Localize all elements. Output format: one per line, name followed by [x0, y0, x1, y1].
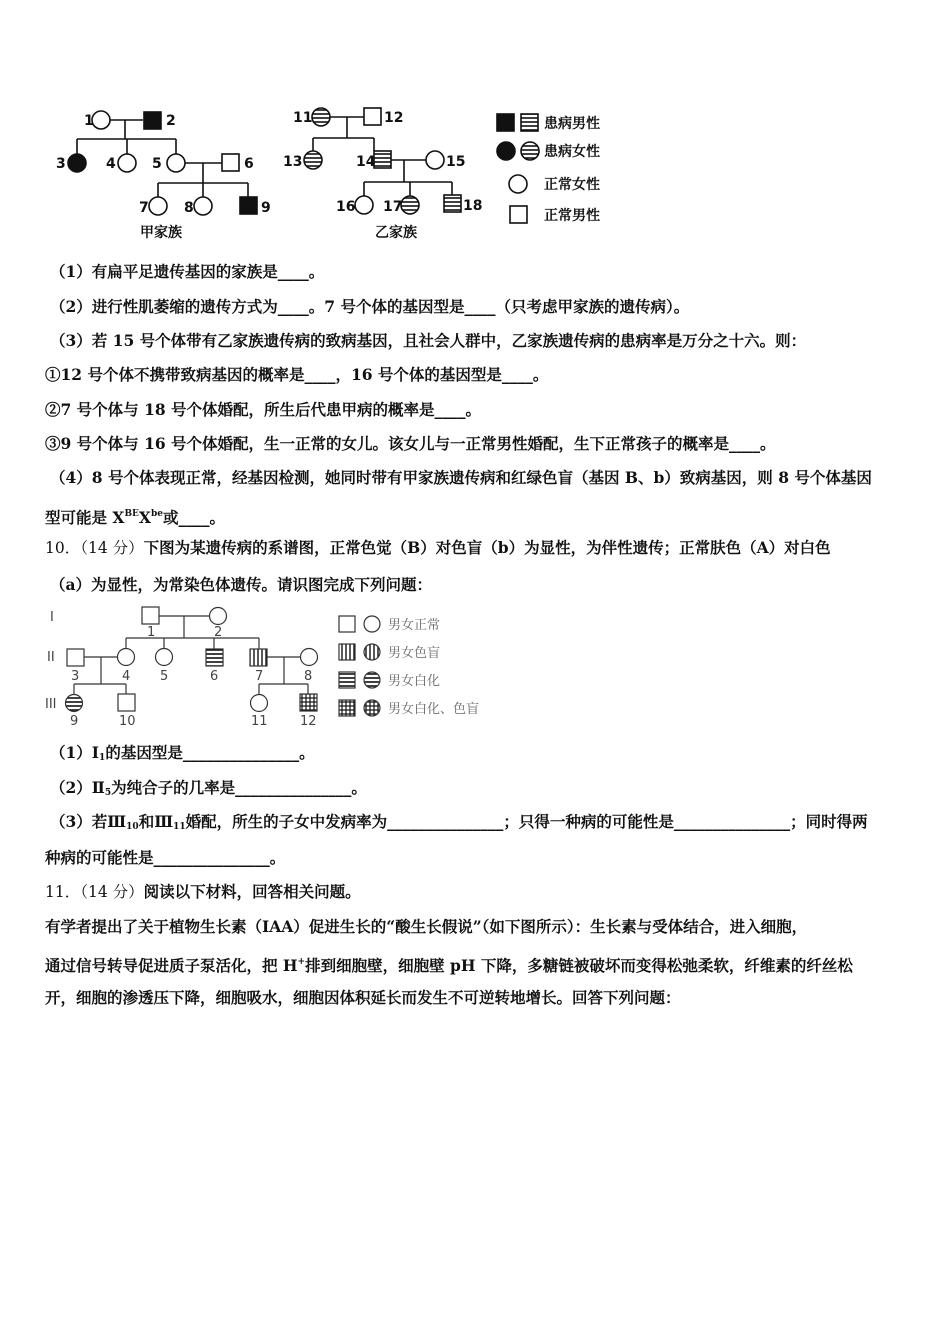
q9-part4-cont	[45, 504, 225, 528]
pedigree-figure-2	[0, 600, 520, 730]
a-id: 6	[244, 156, 254, 172]
b-id: 13	[283, 154, 303, 170]
b-id: 11	[293, 110, 313, 126]
a-ind-9	[240, 197, 257, 214]
a-id: 9	[261, 200, 271, 216]
p2-id: 9	[70, 714, 79, 729]
q9-p4b-pre: 型可能是 X	[45, 508, 125, 527]
q10-p3-sub1: 10	[126, 822, 139, 832]
q9-part2: （2）进行性肌萎缩的遗传方式为____。7 号个体的基因型是____（只考虑甲家族的遗传病）。	[50, 297, 690, 316]
p2-id: 8	[304, 669, 313, 684]
q11-l2-sup: +	[297, 957, 306, 967]
q10-p2-post: 为纯合子的几率是_______________。	[111, 778, 367, 797]
a-ind-6	[222, 154, 239, 171]
p2-legend-albino-female	[364, 672, 380, 688]
gen-label-III: III	[45, 697, 57, 712]
q10-p3-c: 婚配，所生的子女中发病率为_______________；只得一种病的可能性是_______________；同时得两	[185, 812, 868, 831]
q11-line1: 有学者提出了关于植物生长素（IAA）促进生长的“酸生长假说”（如下图所示）：生长素与受体结合，进入细胞，	[45, 917, 808, 936]
p2-legend-colorblind-male	[339, 644, 355, 660]
q9-part3-c: ③9 号个体与 16 号个体婚配，生一正常的女儿。该女儿与一正常男性婚配，生下正常孩子的概率是____。	[45, 434, 776, 453]
a-ind-1	[92, 111, 110, 129]
p2-ind-11	[251, 695, 268, 712]
legend-affected-male-solid	[497, 114, 514, 131]
a-id: 2	[166, 113, 176, 129]
p2-legend-both-female	[364, 700, 380, 716]
p2-legend-label: 男女色盲	[388, 646, 441, 661]
a-id: 7	[139, 200, 149, 216]
p2-legend-colorblind-female	[364, 644, 380, 660]
q11-l2-pre: 通过信号转导促进质子泵活化，把 H	[45, 956, 298, 975]
legend-affected-male-striped	[521, 114, 538, 131]
legend-normal-female-label: 正常女性	[544, 177, 600, 193]
q10-stem1: 下图为某遗传病的系谱图，正常色觉（B）对色盲（b）为显性，为伴性遗传；正常肤色（A）对白色	[143, 538, 831, 557]
b-ind-13	[304, 151, 322, 169]
legend-affected-female-label: 患病女性	[544, 144, 600, 160]
b-id: 15	[446, 154, 466, 170]
p2-ind-I1	[142, 607, 159, 624]
q11-number: 11．（14 分）	[45, 883, 144, 901]
q9-p4b-sup2: be	[150, 509, 163, 519]
q11-stem-text: 阅读以下材料，回答相关问题。	[143, 882, 361, 901]
p2-ind-5	[156, 649, 173, 666]
p2-ind-12	[300, 694, 317, 711]
p2-id: 5	[160, 669, 169, 684]
a-ind-3	[68, 154, 86, 172]
a-ind-2	[144, 112, 161, 129]
q10-part1	[50, 743, 315, 768]
p2-ind-8	[301, 649, 318, 666]
b-ind-15	[426, 151, 444, 169]
p2-id: 1	[147, 625, 156, 640]
q11-line3: 开，细胞的渗透压下降，细胞吸水，细胞因体积延长而发生不可逆转地增长。回答下列问题：	[45, 988, 681, 1007]
p2-id: 2	[214, 625, 223, 640]
p2-legend-label: 男女正常	[388, 618, 441, 633]
b-id: 17	[383, 199, 403, 215]
q10-p1-post: 的基因型是_______________。	[105, 743, 315, 762]
p2-id: 11	[251, 714, 268, 729]
b-ind-17	[401, 196, 419, 214]
p2-legend-label: 男女白化	[388, 674, 441, 689]
p2-legend-normal-male	[339, 616, 355, 632]
q9-part4: （4）8 号个体表现正常，经基因检测，她同时带有甲家族遗传病和红绿色盲（基因 B、b）致病基因，则 8 号个体基因	[50, 468, 872, 487]
q9-p4b-post: 或____。	[162, 508, 225, 527]
p2-ind-3	[67, 649, 84, 666]
a-id: 4	[106, 156, 116, 172]
q10-p2-sub: 5	[104, 788, 112, 798]
a-ind-5	[167, 154, 185, 172]
q9-part3-b: ②7 号个体与 18 号个体婚配，所生后代患甲病的概率是____。	[45, 400, 482, 419]
p2-id: 7	[255, 669, 264, 684]
a-id: 3	[56, 156, 66, 172]
b-ind-16	[355, 196, 373, 214]
p2-id: 6	[210, 669, 219, 684]
q9-part3: （3）若 15 号个体带有乙家族遗传病的致病基因，且社会人群中，乙家族遗传病的患病率是万分之十六。则：	[50, 331, 807, 350]
p2-ind-6	[206, 649, 223, 666]
a-ind-4	[118, 154, 136, 172]
legend-normal-female	[509, 175, 527, 193]
p2-ind-10	[118, 694, 135, 711]
p2-id: 4	[122, 669, 131, 684]
b-id: 14	[356, 154, 376, 170]
b-ind-18	[444, 195, 461, 212]
b-ind-11	[312, 108, 330, 126]
q10-part3	[50, 812, 868, 837]
gen-label-I: I	[50, 610, 54, 625]
p2-legend-normal-female	[364, 616, 380, 632]
b-id: 18	[463, 198, 483, 214]
pedigree-figure-1	[0, 95, 640, 255]
q10-p1-pre: （1）Ⅰ	[50, 743, 100, 762]
q10-p3-b: 和Ⅲ	[138, 812, 174, 831]
legend-normal-male	[510, 206, 527, 223]
q10-p3-a: （3）若Ⅲ	[50, 812, 127, 831]
q10-p1-sub: 1	[99, 753, 106, 763]
q9-part3-a: ①12 号个体不携带致病基因的概率是____，16 号个体的基因型是____。	[45, 365, 549, 384]
q10-part2	[50, 778, 367, 803]
family-b-caption: 乙家族	[375, 225, 417, 241]
p2-ind-4	[118, 649, 135, 666]
family-a-caption: 甲家族	[140, 225, 182, 241]
a-id: 5	[152, 156, 162, 172]
a-id: 8	[184, 200, 194, 216]
q10-p2-pre: （2）Ⅱ	[50, 778, 105, 797]
legend-affected-male-label: 患病男性	[544, 116, 600, 132]
b-ind-14	[374, 151, 391, 168]
q9-p4b-sup1: BE	[124, 509, 139, 519]
a-ind-8	[194, 197, 212, 215]
p2-ind-9	[66, 695, 83, 712]
p2-legend-both-male	[339, 700, 355, 716]
q10-number: 10．（14 分）	[45, 539, 144, 557]
b-id: 12	[384, 110, 404, 126]
q10-p3-sub2: 11	[173, 822, 186, 832]
p2-id: 3	[71, 669, 80, 684]
q11-l2-post: 排到细胞壁，细胞壁 pH 下降，多糖链被破坏而变得松弛柔软，纤维素的纤丝松	[305, 956, 853, 975]
q9-part1: （1）有扁平足遗传基因的家族是____。	[50, 262, 325, 281]
gen-label-II: II	[47, 650, 55, 665]
p2-legend-albino-male	[339, 672, 355, 688]
q10-stem-line1	[45, 538, 831, 558]
b-ind-12	[364, 108, 381, 125]
q11-line2	[45, 952, 853, 976]
legend-normal-male-label: 正常男性	[544, 208, 600, 224]
q11-stem	[45, 882, 361, 902]
p2-ind-7	[250, 649, 267, 666]
p2-legend-label: 男女白化、色盲	[388, 702, 480, 717]
p2-id: 10	[119, 714, 136, 729]
q10-stem-line2: （a）为显性，为常染色体遗传。请识图完成下列问题：	[50, 575, 433, 594]
a-id: 1	[84, 113, 94, 129]
q9-p4b-mid: X	[138, 508, 151, 527]
b-id: 16	[336, 199, 356, 215]
legend-affected-female-solid	[497, 142, 515, 160]
p2-id: 12	[300, 714, 317, 729]
legend-affected-female-striped	[521, 142, 539, 160]
q10-part3-cont: 种病的可能性是_______________。	[45, 848, 286, 867]
a-ind-7	[149, 197, 167, 215]
p2-ind-I2	[210, 608, 227, 625]
